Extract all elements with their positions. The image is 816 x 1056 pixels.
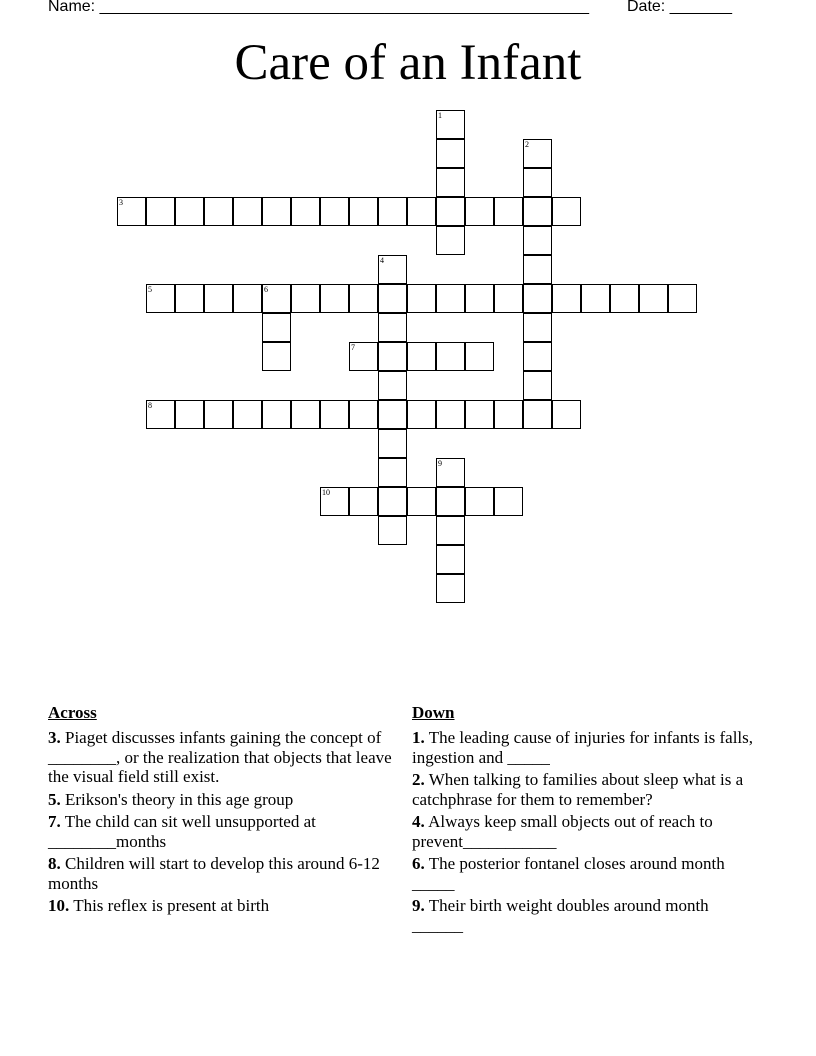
crossword-cell[interactable] (523, 342, 552, 371)
crossword-cell[interactable] (291, 400, 320, 429)
crossword-cell[interactable] (436, 139, 465, 168)
down-heading: Down (412, 703, 455, 722)
crossword-cell[interactable] (407, 487, 436, 516)
crossword-cell[interactable] (465, 400, 494, 429)
clue-text: Their birth weight doubles around month ______ (412, 896, 709, 935)
crossword-cell[interactable] (175, 400, 204, 429)
crossword-cell[interactable] (523, 400, 552, 429)
cell-number: 6 (264, 285, 268, 294)
clue-number: 2. (412, 770, 425, 789)
clue-number: 3. (48, 728, 61, 747)
crossword-cell[interactable] (349, 487, 378, 516)
crossword-cell[interactable] (436, 197, 465, 226)
crossword-cell[interactable] (436, 284, 465, 313)
crossword-cell[interactable] (349, 197, 378, 226)
crossword-cell[interactable] (378, 342, 407, 371)
crossword-cell[interactable] (175, 197, 204, 226)
crossword-cell[interactable] (436, 400, 465, 429)
crossword-cell[interactable] (407, 197, 436, 226)
crossword-cell[interactable] (349, 342, 378, 371)
crossword-cell[interactable] (436, 487, 465, 516)
crossword-cell[interactable] (552, 400, 581, 429)
crossword-cell[interactable] (465, 487, 494, 516)
clue-across-5 (48, 790, 410, 810)
clue-number: 1. (412, 728, 425, 747)
clue-down-9 (412, 896, 762, 935)
clue-down-4 (412, 812, 762, 851)
crossword-cell[interactable] (378, 197, 407, 226)
crossword-cell[interactable] (407, 342, 436, 371)
clue-number: 10. (48, 896, 70, 915)
page-title: Care of an Infant (234, 35, 582, 91)
crossword-cell[interactable] (262, 313, 291, 342)
crossword-cell[interactable] (523, 139, 552, 168)
clue-number: 6. (412, 854, 425, 873)
crossword-cell[interactable] (523, 226, 552, 255)
crossword-cell[interactable] (233, 197, 262, 226)
crossword-cell[interactable] (146, 284, 175, 313)
clue-number: 5. (48, 789, 61, 809)
crossword-cell[interactable] (436, 516, 465, 545)
crossword-cell[interactable] (523, 371, 552, 400)
clue-across-7 (48, 812, 410, 851)
crossword-cell[interactable] (378, 255, 407, 284)
crossword-cell[interactable] (610, 284, 639, 313)
cell-number: 7 (351, 343, 355, 352)
crossword-cell[interactable] (523, 313, 552, 342)
crossword-cell[interactable] (204, 400, 233, 429)
crossword-cell[interactable] (581, 284, 610, 313)
crossword-cell[interactable] (436, 226, 465, 255)
crossword-cell[interactable] (146, 197, 175, 226)
crossword-cell[interactable] (436, 574, 465, 603)
crossword-cell[interactable] (349, 400, 378, 429)
clue-text: This reflex is present at birth (73, 896, 270, 915)
clue-down-6 (412, 854, 762, 893)
crossword-cell[interactable] (494, 487, 523, 516)
crossword-cell[interactable] (291, 197, 320, 226)
clue-across-3 (48, 728, 410, 787)
crossword-cell[interactable] (407, 400, 436, 429)
cell-number: 1 (438, 111, 442, 120)
cell-number: 5 (148, 285, 152, 294)
crossword-cell[interactable] (291, 284, 320, 313)
crossword-cell[interactable] (204, 284, 233, 313)
crossword-cell[interactable] (117, 197, 146, 226)
crossword-cell[interactable] (523, 168, 552, 197)
crossword-cell[interactable] (436, 168, 465, 197)
crossword-cell[interactable] (552, 284, 581, 313)
crossword-cell[interactable] (320, 487, 349, 516)
crossword-cell[interactable] (146, 400, 175, 429)
crossword-cell[interactable] (349, 284, 378, 313)
crossword-cell[interactable] (204, 197, 233, 226)
crossword-cell[interactable] (378, 487, 407, 516)
clue-number: 4. (412, 812, 425, 831)
crossword-cell[interactable] (523, 284, 552, 313)
cell-number: 2 (525, 140, 529, 149)
crossword-cell[interactable] (668, 284, 697, 313)
crossword-cell[interactable] (436, 458, 465, 487)
crossword-cell[interactable] (262, 400, 291, 429)
clue-down-1 (412, 728, 762, 767)
crossword-cell[interactable] (407, 284, 436, 313)
clue-text: Always keep small objects out of reach to prevent___________ (412, 812, 713, 851)
down-clues (412, 703, 762, 938)
crossword-cell[interactable] (494, 400, 523, 429)
crossword-cell[interactable] (465, 284, 494, 313)
crossword-cell[interactable] (378, 313, 407, 342)
crossword-cell[interactable] (465, 197, 494, 226)
crossword-cell[interactable] (436, 110, 465, 139)
cell-number: 8 (148, 401, 152, 410)
cell-number: 9 (438, 459, 442, 468)
crossword-cell[interactable] (378, 400, 407, 429)
crossword-cell[interactable] (233, 400, 262, 429)
clue-number: 8. (48, 854, 61, 873)
crossword-cell[interactable] (523, 255, 552, 284)
across-clues (48, 703, 410, 919)
clue-number: 7. (48, 812, 61, 831)
crossword-cell[interactable] (552, 197, 581, 226)
cell-number: 3 (119, 198, 123, 207)
clue-text: The posterior fontanel closes around month _____ (412, 854, 725, 893)
crossword-cell[interactable] (523, 197, 552, 226)
crossword-cell[interactable] (378, 429, 407, 458)
crossword-cell[interactable] (639, 284, 668, 313)
clue-across-8 (48, 854, 410, 893)
date-field: Date: _______ (627, 0, 732, 15)
crossword-cell[interactable] (320, 284, 349, 313)
name-field: Name: _______________________________________________________ (48, 0, 589, 15)
crossword-cell[interactable] (436, 545, 465, 574)
clue-text: The leading cause of injuries for infants is falls, ingestion and _____ (412, 728, 754, 767)
crossword-cell[interactable] (320, 400, 349, 429)
crossword-cell[interactable] (233, 284, 262, 313)
clue-number: 9. (412, 896, 425, 915)
across-heading: Across (48, 703, 97, 722)
clue-text: The child can sit well unsupported at ________months (48, 812, 316, 851)
crossword-cell[interactable] (378, 458, 407, 487)
clue-down-2 (412, 770, 762, 809)
crossword-cell[interactable] (465, 342, 494, 371)
crossword-cell[interactable] (494, 284, 523, 313)
crossword-cell[interactable] (378, 516, 407, 545)
clue-text: Erikson's theory in this age group (65, 789, 294, 809)
crossword-cell[interactable] (494, 197, 523, 226)
cell-number: 10 (322, 488, 330, 497)
crossword-cell[interactable] (262, 284, 291, 313)
crossword-cell[interactable] (378, 371, 407, 400)
clue-text: Children will start to develop this around 6-12 months (48, 854, 380, 893)
cell-number: 4 (380, 256, 384, 265)
crossword-cell[interactable] (175, 284, 204, 313)
crossword-cell[interactable] (436, 342, 465, 371)
crossword-cell[interactable] (262, 197, 291, 226)
clue-across-10 (48, 896, 410, 916)
crossword-cell[interactable] (320, 197, 349, 226)
crossword-cell[interactable] (378, 284, 407, 313)
crossword-cell[interactable] (262, 342, 291, 371)
clue-text: Piaget discusses infants gaining the concept of ________, or the realization that objects that leave the visual field still exist. (48, 728, 392, 786)
clue-text: When talking to families about sleep what is a catchphrase for them to remember? (412, 770, 744, 809)
